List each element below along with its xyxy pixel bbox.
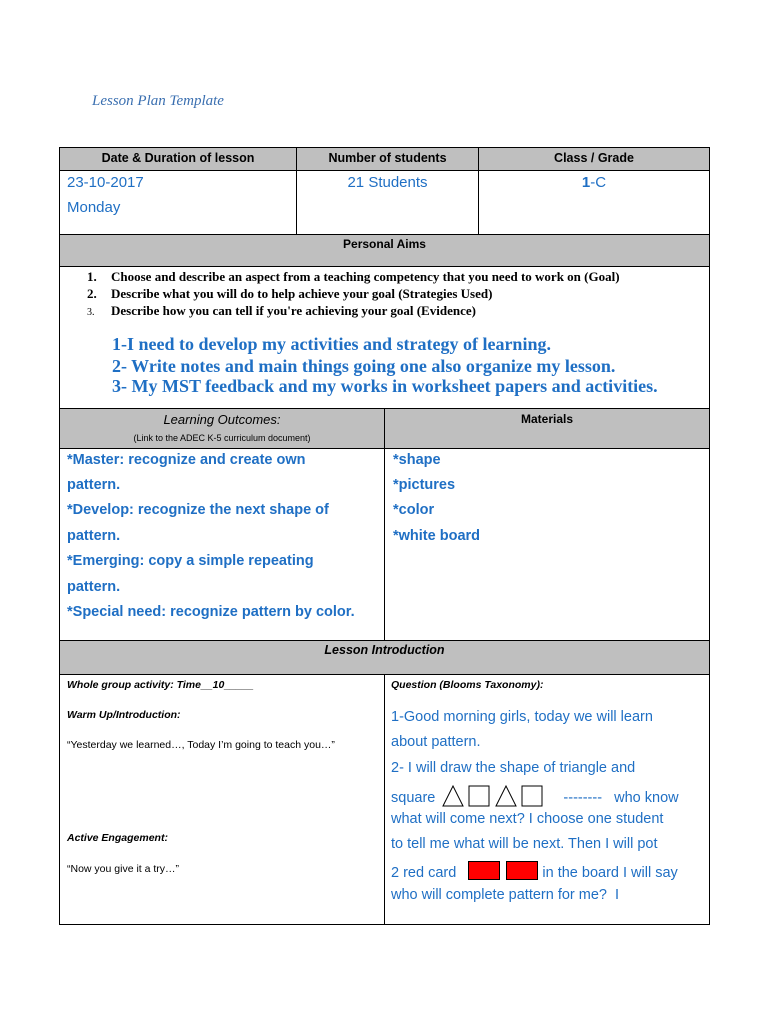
- aims-item-3: [87, 303, 476, 319]
- grade-letter: -C: [590, 174, 607, 191]
- pattern-shapes-icon: [441, 785, 553, 807]
- aims-answer-1: 1-I need to develop my activities and strategy of learning.: [112, 334, 551, 354]
- material-item: *shape: [393, 452, 441, 468]
- date-value: 23-10-2017: [67, 174, 144, 191]
- question-text: in the board I will say: [542, 865, 678, 881]
- question-line: 2- I will draw the shape of triangle and: [391, 760, 636, 776]
- aims-answer-2: 2- Write notes and main things going one also organize my lesson.: [112, 356, 616, 376]
- material-item: *white board: [393, 528, 481, 544]
- question-line: about pattern.: [391, 734, 481, 750]
- question-heading: Question (Blooms Taxonomy):: [391, 679, 544, 691]
- outcome-line: pattern.: [67, 477, 121, 493]
- question-text: square: [391, 790, 436, 806]
- header-students-label: Number of students: [328, 151, 447, 165]
- red-card-icon: [506, 861, 538, 880]
- header-date-cell: [59, 147, 297, 171]
- group-activity-label: Whole group activity: Time__10_____: [67, 679, 254, 691]
- outcomes-header: [59, 408, 385, 449]
- red-card-icon: [468, 861, 500, 880]
- warmup-quote: “Yesterday we learned…, Today I’m going to teach you…”: [67, 739, 335, 751]
- intro-left-body: [59, 674, 385, 925]
- intro-title: Lesson Introduction: [324, 643, 445, 657]
- outcomes-subtitle: (Link to the ADEC K-5 curriculum document): [133, 433, 311, 443]
- students-cell: [296, 170, 479, 235]
- outcome-line: *Master: recognize and create own: [67, 452, 306, 468]
- materials-body: [384, 448, 710, 641]
- aims-item-2: [87, 286, 492, 302]
- outcomes-body: [59, 448, 385, 641]
- grade-cell: [478, 170, 710, 235]
- date-cell: [59, 170, 297, 235]
- header-date-label: Date & Duration of lesson: [101, 151, 255, 165]
- question-text: -------- who know: [563, 790, 679, 806]
- intro-right-body: [384, 674, 710, 925]
- header-grade-label: Class / Grade: [554, 151, 634, 165]
- materials-header: [384, 408, 710, 449]
- grade-value: [479, 174, 709, 191]
- outcome-line: *Develop: recognize the next shape of: [67, 502, 329, 518]
- question-text: 2 red card: [391, 865, 457, 881]
- aims-item-number: 2.: [87, 286, 97, 301]
- material-item: *pictures: [393, 477, 456, 493]
- header-grade-cell: [478, 147, 710, 171]
- material-item: *color: [393, 502, 435, 518]
- personal-aims-header: [59, 234, 710, 267]
- intro-header: [59, 640, 710, 675]
- grade-number: 1: [581, 174, 591, 191]
- aims-answer-3: 3- My MST feedback and my works in worksheet papers and activities.: [112, 376, 658, 396]
- aims-item-number: 1.: [87, 269, 97, 284]
- aims-item-text: Choose and describe an aspect from a teaching competency that you need to work on (Goal): [111, 269, 620, 284]
- engagement-label: Active Engagement:: [67, 832, 168, 844]
- students-value: 21 Students: [347, 174, 428, 191]
- personal-aims-body: [59, 266, 710, 409]
- question-line: to tell me what will be next. Then I will pot: [391, 836, 658, 852]
- question-line: who will complete pattern for me? I: [391, 887, 620, 903]
- aims-item-text: Describe what you will do to help achieve your goal (Strategies Used): [111, 286, 493, 301]
- header-students-cell: [296, 147, 479, 171]
- question-line: 1-Good morning girls, today we will learn: [391, 709, 653, 725]
- outcome-line: pattern.: [67, 579, 121, 595]
- aims-item-text: Describe how you can tell if you're achieving your goal (Evidence): [111, 303, 476, 318]
- engagement-quote: “Now you give it a try…”: [67, 863, 180, 875]
- question-line: what will come next? I choose one student: [391, 811, 664, 827]
- outcome-line: *Emerging: copy a simple repeating: [67, 553, 314, 569]
- outcome-line: *Special need: recognize pattern by color.: [67, 604, 355, 620]
- warmup-label: Warm Up/Introduction:: [67, 709, 181, 721]
- aims-item-number: 3.: [87, 307, 95, 318]
- materials-title: Materials: [520, 412, 574, 426]
- outcomes-title: Learning Outcomes:: [163, 412, 281, 427]
- document-title: Lesson Plan Template: [92, 93, 224, 109]
- aims-item-1: [87, 269, 620, 285]
- personal-aims-title: Personal Aims: [343, 237, 426, 251]
- question-line: [391, 785, 679, 807]
- day-value: Monday: [67, 199, 121, 216]
- question-line: [391, 861, 678, 881]
- outcome-line: pattern.: [67, 528, 121, 544]
